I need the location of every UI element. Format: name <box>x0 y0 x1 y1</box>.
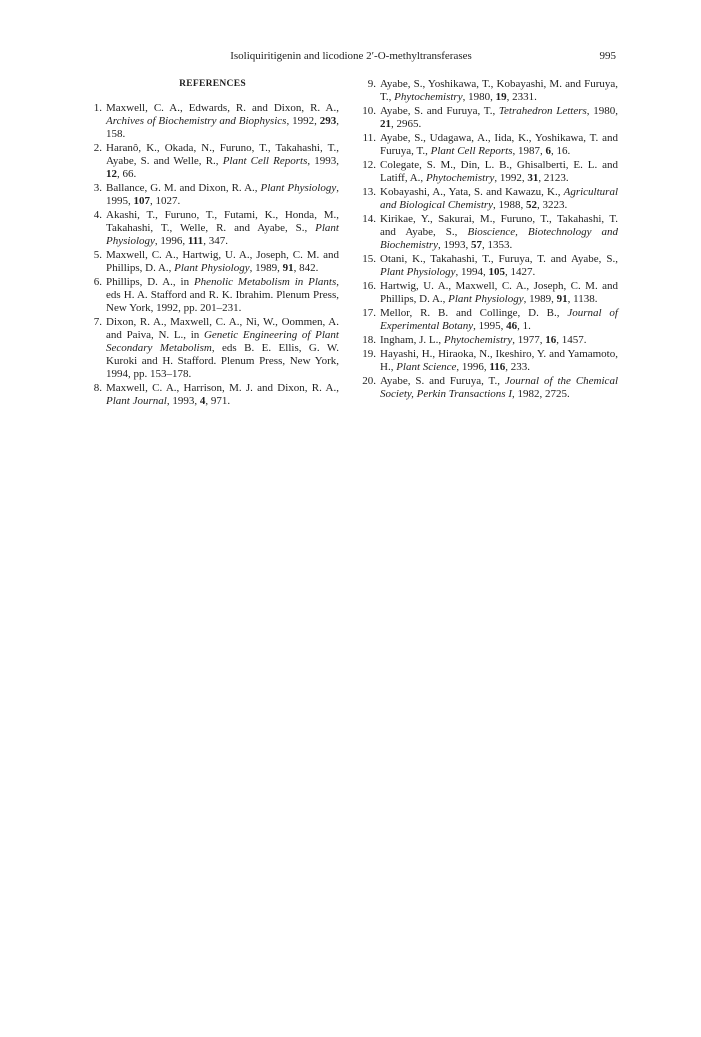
reference-item <box>86 276 339 315</box>
running-header <box>86 50 616 66</box>
reference-item <box>360 280 618 306</box>
reference-number: 14. <box>362 213 376 225</box>
reference-source: Genetic Engineering of Plant Secondary Metabolism <box>106 329 339 354</box>
reference-text: Hayashi, H., Hiraoka, N., Ikeshiro, Y. and Yamamoto, H., <box>380 348 618 373</box>
reference-item <box>86 102 339 141</box>
reference-text: Ingham, J. L., <box>380 334 444 346</box>
reference-text: , eds H. A. Stafford and R. K. Ibrahim. Plenum Press, New York, 1992, pp. 201–231. <box>106 276 339 314</box>
reference-text: , 1353. <box>482 239 513 251</box>
reference-volume: 21 <box>380 118 391 130</box>
reference-text: , eds B. E. Ellis, G. W. Kuroki and H. Stafford. Plenum Press, New York, 1994, pp. 153–178. <box>106 342 339 380</box>
reference-number: 9. <box>367 78 376 90</box>
reference-volume: 4 <box>199 395 206 407</box>
reference-text: , 1138. <box>567 293 598 305</box>
reference-number: 3. <box>93 182 102 194</box>
reference-item <box>86 382 339 408</box>
reference-text: , 1989, <box>249 262 283 274</box>
reference-text: Mellor, R. B. and Collinge, D. B., <box>380 307 568 319</box>
reference-text: Maxwell, C. A., Harrison, M. J. and Dixon, R. A., <box>106 382 339 394</box>
reference-number: 15. <box>362 253 376 265</box>
reference-text: Dixon, R. A., Maxwell, C. A., Ni, W., Oommen, A. and Paiva, N. L., in <box>106 316 339 341</box>
reference-text: , 1993, <box>166 395 200 407</box>
reference-volume: 293 <box>319 115 337 127</box>
reference-text: Akashi, T., Furuno, T., Futami, K., Honda, M., Takahashi, T., Welle, R. and Ayabe, S., <box>106 209 339 234</box>
reference-number: 5. <box>93 249 102 261</box>
reference-text: , 1982, 2725. <box>511 388 570 400</box>
reference-text: Ayabe, S. and Furuya, T., <box>380 375 505 387</box>
reference-number: 11. <box>362 132 376 144</box>
reference-item <box>360 78 618 104</box>
reference-text: , 971. <box>205 395 231 407</box>
reference-source: Plant Science <box>396 361 457 373</box>
reference-text: , 1988, <box>493 199 527 211</box>
reference-text: , 842. <box>293 262 319 274</box>
reference-text: , 2331. <box>506 91 537 103</box>
reference-item <box>360 132 618 158</box>
reference-text: , 1987, <box>512 145 546 157</box>
reference-item <box>360 253 618 279</box>
reference-source: Phytochemistry <box>394 91 463 103</box>
reference-number: 19. <box>362 348 376 360</box>
reference-source: Archives of Biochemistry and Biophysics <box>106 115 287 127</box>
reference-item <box>360 186 618 212</box>
reference-list-right <box>360 78 618 401</box>
reference-text: Phillips, D. A., in <box>106 276 194 288</box>
reference-item <box>360 375 618 401</box>
reference-item <box>360 105 618 131</box>
reference-number: 13. <box>362 186 376 198</box>
reference-number: 12. <box>362 159 376 171</box>
reference-source: Phytochemistry <box>425 172 495 184</box>
reference-number: 20. <box>362 375 376 387</box>
reference-text: , 3223. <box>537 199 568 211</box>
reference-text: , 2123. <box>538 172 569 184</box>
reference-text: , 1995, <box>106 182 339 207</box>
reference-text: Kirikae, Y., Sakurai, M., Furuno, T., Takahashi, T. and Ayabe, S., <box>380 213 618 238</box>
reference-number: 1. <box>93 102 102 114</box>
reference-source: Plant Journal <box>106 395 167 407</box>
reference-text: , 1992, <box>494 172 528 184</box>
references-column-left <box>86 78 339 409</box>
reference-item <box>360 334 618 347</box>
reference-volume: 16 <box>545 334 557 346</box>
page-number: 995 <box>599 50 616 62</box>
reference-volume: 57 <box>471 239 483 251</box>
reference-text: Haranô, K., Okada, N., Furuno, T., Takahashi, T., Ayabe, S. and Welle, R., <box>106 142 339 167</box>
reference-text: Ayabe, S., Udagawa, A., Iida, K., Yoshikawa, T. and Furuya, T., <box>380 132 618 157</box>
reference-volume: 91 <box>282 262 294 274</box>
reference-volume: 31 <box>527 172 539 184</box>
reference-text: , 1994, <box>455 266 489 278</box>
reference-text: , 1977, <box>512 334 546 346</box>
reference-volume: 19 <box>495 91 507 103</box>
reference-source: Plant Cell Reports <box>430 145 513 157</box>
reference-text: Ayabe, S., Yoshikawa, T., Kobayashi, M. and Furuya, T., <box>380 78 618 103</box>
reference-text: Colegate, S. M., Din, L. B., Ghisalberti, E. L. and Latiff, A., <box>380 159 618 184</box>
reference-text: , 158. <box>106 115 339 140</box>
reference-text: , 1. <box>517 320 531 332</box>
reference-text: Hartwig, U. A., Maxwell, C. A., Joseph, C. M. and Phillips, D. A., <box>380 280 618 305</box>
reference-source: Phytochemistry <box>443 334 513 346</box>
reference-source: Bioscience, Biotechnology and Biochemistry <box>380 226 618 251</box>
reference-text: Maxwell, C. A., Edwards, R. and Dixon, R. A., <box>106 102 339 114</box>
reference-text: , 347. <box>203 235 228 247</box>
reference-text: , 1989, <box>523 293 557 305</box>
reference-text: , 1993, <box>307 155 340 167</box>
reference-text: , 16. <box>551 145 571 157</box>
reference-number: 4. <box>93 209 102 221</box>
reference-number: 18. <box>362 334 376 346</box>
reference-number: 6. <box>93 276 102 288</box>
reference-number: 8. <box>93 382 102 394</box>
reference-text: Otani, K., Takahashi, T., Furuya, T. and Ayabe, S., <box>380 253 618 265</box>
reference-item <box>360 348 618 374</box>
reference-volume: 46 <box>506 320 518 332</box>
reference-text: , 1980, <box>586 105 618 117</box>
reference-item <box>86 249 339 275</box>
reference-text: , 1027. <box>150 195 181 207</box>
reference-source: Plant Physiology <box>106 222 339 247</box>
reference-text: , 1980, <box>462 91 496 103</box>
reference-number: 10. <box>362 105 376 117</box>
reference-text: , 1427. <box>504 266 536 278</box>
reference-volume: 91 <box>556 293 568 305</box>
reference-item <box>360 213 618 252</box>
reference-text: Kobayashi, A., Yata, S. and Kawazu, K., <box>380 186 564 198</box>
reference-text: , 1993, <box>438 239 472 251</box>
reference-volume: 111 <box>187 235 204 247</box>
reference-number: 16. <box>362 280 376 292</box>
reference-source: Phenolic Metabolism in Plants <box>193 276 337 288</box>
reference-list-left <box>86 102 339 408</box>
reference-source: Plant Physiology <box>380 266 456 278</box>
reference-text: , 1992, <box>286 115 320 127</box>
reference-text: , 233. <box>505 361 531 373</box>
reference-text: Ballance, G. M. and Dixon, R. A., <box>106 182 261 194</box>
reference-text: , 1995, <box>473 320 507 332</box>
reference-source: Journal of the Chemical Society, Perkin Transactions I <box>380 375 618 400</box>
reference-item <box>86 142 339 181</box>
running-title: Isoliquiritigenin and licodione 2′-O-methyltransferases <box>230 50 472 62</box>
reference-item <box>86 209 339 248</box>
reference-text: Ayabe, S. and Furuya, T., <box>380 105 499 117</box>
reference-item <box>360 159 618 185</box>
reference-item <box>86 316 339 381</box>
reference-source: Agricultural and Biological Chemistry <box>380 186 618 211</box>
reference-item <box>360 307 618 333</box>
reference-number: 17. <box>362 307 376 319</box>
references-heading: REFERENCES <box>179 79 246 89</box>
reference-text: Maxwell, C. A., Hartwig, U. A., Joseph, C. M. and Phillips, D. A., <box>106 249 339 274</box>
reference-source: Journal of Experimental Botany <box>380 307 618 332</box>
reference-text: , 1457. <box>556 334 587 346</box>
reference-source: Plant Cell Reports <box>222 155 308 167</box>
reference-source: Tetrahedron Letters <box>498 105 587 117</box>
reference-volume: 52 <box>526 199 538 211</box>
reference-source: Plant Physiology <box>260 182 337 194</box>
reference-volume: 107 <box>133 195 150 207</box>
reference-text: , 2965. <box>391 118 422 130</box>
reference-source: Plant Physiology <box>448 293 524 305</box>
reference-number: 2. <box>93 142 102 154</box>
reference-text: , 66. <box>117 168 137 180</box>
references-column-right <box>360 78 618 402</box>
reference-volume: 12 <box>106 168 117 180</box>
reference-volume: 105 <box>488 266 505 278</box>
reference-source: Plant Physiology <box>174 262 250 274</box>
reference-number: 7. <box>93 316 102 328</box>
reference-volume: 6 <box>545 145 552 157</box>
reference-volume: 116 <box>489 361 506 373</box>
reference-item <box>86 182 339 208</box>
reference-text: , 1996, <box>154 235 188 247</box>
reference-text: , 1996, <box>456 361 490 373</box>
